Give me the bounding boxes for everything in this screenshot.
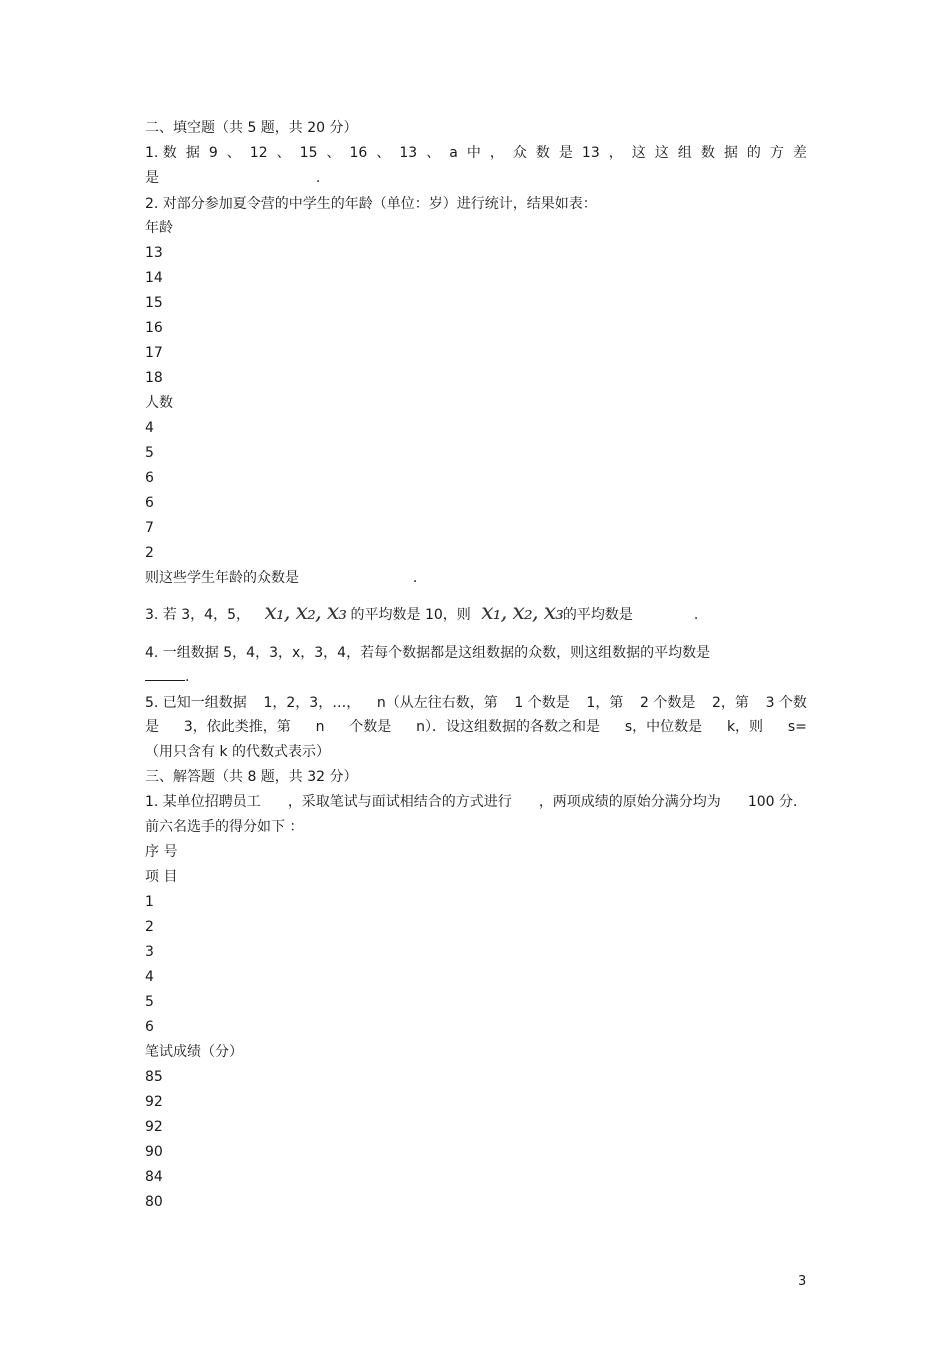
s3-q1-line2: 前六名选手的得分如下 ： [145, 819, 304, 835]
q1-token: 13 [581, 145, 600, 161]
x-variables-formula: x₁, x₂, x₃ [264, 600, 347, 625]
table-cell: 15 [145, 295, 163, 311]
table-cell: 6 [145, 1019, 154, 1035]
table-cell: 17 [145, 345, 163, 361]
table-cell: 4 [145, 420, 154, 436]
q5-token: n（从左往右数，第 [376, 695, 498, 711]
q3-prefix: 3. 若 3，4，5， [145, 607, 250, 623]
q5-token: n [315, 719, 325, 735]
table-cell: 2 [145, 545, 154, 561]
q1-token: 、 [426, 145, 441, 161]
table-cell: 84 [145, 1169, 163, 1185]
q5-token: k，则 [726, 719, 764, 735]
q2-intro: 2. 对部分参加夏令营的中学生的年龄（单位：岁）进行统计，结果如表： [145, 196, 597, 212]
table-cell: 项 目 [145, 869, 178, 885]
page-number: 3 [798, 1274, 807, 1289]
s3-q1-line1 [145, 793, 807, 811]
q5-token: 1 个数是 [514, 695, 570, 711]
s3-q1-token: 100 分． [747, 794, 807, 810]
q5-token: 2，第 [712, 695, 749, 711]
table-cell: 人数 [145, 395, 173, 411]
q4-blank-line [145, 668, 189, 686]
s3-q1-token: ，采取笔试与面试相结合的方式进行 [287, 794, 512, 810]
q1-line2 [145, 169, 320, 187]
q1-token: a [449, 145, 458, 161]
s3-q1-token: ，两项成绩的原始分满分均为 [538, 794, 721, 810]
q1-token: ， [608, 145, 623, 161]
q3-line [145, 596, 698, 632]
table-cell: 笔试成绩（分） [145, 1044, 243, 1060]
q5-token: 5. 已知一组数据 [145, 695, 247, 711]
table-cell: 14 [145, 270, 163, 286]
q1-line2-end: . [315, 170, 321, 186]
q5-token: 3，依此类推，第 [183, 719, 291, 735]
table-cell: 6 [145, 470, 154, 486]
q1-token: 15 [299, 145, 318, 161]
q1-token: 据 [723, 145, 738, 161]
table-cell: 2 [145, 919, 154, 935]
table-cell: 7 [145, 520, 154, 536]
q5-token: 个数是 [349, 719, 392, 735]
q2-ask [145, 569, 417, 587]
table-cell: 年龄 [145, 220, 173, 236]
q1-token: 中 [466, 145, 481, 161]
answer-blank [145, 668, 185, 681]
table-cell: 90 [145, 1144, 163, 1160]
q1-token: 这 [654, 145, 669, 161]
table-cell: 92 [145, 1119, 163, 1135]
q1-token: 、 [226, 145, 241, 161]
table-cell: 6 [145, 495, 154, 511]
q1-token: 、 [276, 145, 291, 161]
table-cell: 16 [145, 320, 163, 336]
q1-token: ， [489, 145, 504, 161]
q1-token: 1. 数 [145, 145, 177, 161]
table-cell: 13 [145, 245, 163, 261]
q5-token: s，中位数是 [624, 719, 703, 735]
table-cell: 1 [145, 894, 154, 910]
table-cell: 3 [145, 944, 154, 960]
q5-token: 3 个数 [765, 695, 807, 711]
q5-token: s= [787, 719, 807, 735]
q1-token: 数 [535, 145, 550, 161]
q1-token: 组 [677, 145, 692, 161]
q1-token: 据 [185, 145, 200, 161]
q1-token: 的 [746, 145, 761, 161]
q1-token: 、 [376, 145, 391, 161]
q4-blank-end: . [185, 669, 190, 685]
q1-line2-text: 是 [145, 170, 159, 186]
q5-token: 是 [145, 719, 159, 735]
q1-token: 是 [558, 145, 573, 161]
table-cell: 5 [145, 445, 154, 461]
q3-end: . [693, 607, 699, 623]
table-cell: 5 [145, 994, 154, 1010]
table-cell: 4 [145, 969, 154, 985]
q5-token: 2 个数是 [639, 695, 696, 711]
table-cell: 92 [145, 1094, 163, 1110]
q5-token: n）．设这组数据的各数之和是 [416, 719, 600, 735]
q4-text: 4. 一组数据 5，4，3，x，3，4，若每个数据都是这组数据的众数，则这组数据的平均数是 [145, 645, 711, 661]
q1-token: 16 [349, 145, 368, 161]
q1-token: 13 [399, 145, 418, 161]
q5-line2 [145, 718, 807, 736]
q2-ask-text: 则这些学生年龄的众数是 [145, 570, 299, 586]
section2-heading: 二、填空题（共 5 题，共 20 分） [145, 120, 358, 136]
table-cell: 18 [145, 370, 163, 386]
q1-token: 这 [631, 145, 646, 161]
q5-line3: （用只含有 k 的代数式表示） [145, 744, 331, 760]
q1-token: 众 [512, 145, 527, 161]
s3-q1-token: 1. 某单位招聘员工 [145, 794, 261, 810]
q1-token: 数 [700, 145, 715, 161]
q5-token: 1，第 [586, 695, 624, 711]
table-cell: 80 [145, 1194, 163, 1210]
section3-heading: 三、解答题（共 8 题，共 32 分） [145, 769, 358, 785]
x-variables-formula: x₁, x₂, x₃ [481, 600, 563, 625]
q1-token: 差 [792, 145, 807, 161]
q3-suffix: 的平均数是 [562, 607, 633, 623]
q1-token: 9 [208, 145, 218, 161]
q1-token: 、 [326, 145, 341, 161]
q2-ask-end: . [412, 570, 418, 586]
q1-token: 12 [249, 145, 268, 161]
table-cell: 85 [145, 1069, 163, 1085]
q5-token: 1，2，3，…， [263, 695, 361, 711]
q1-token: 方 [769, 145, 784, 161]
q1-line1 [145, 144, 807, 162]
q5-line1 [145, 694, 807, 712]
table-cell: 序 号 [145, 844, 178, 860]
q3-middle: 的平均数是 10，则 [350, 607, 471, 623]
